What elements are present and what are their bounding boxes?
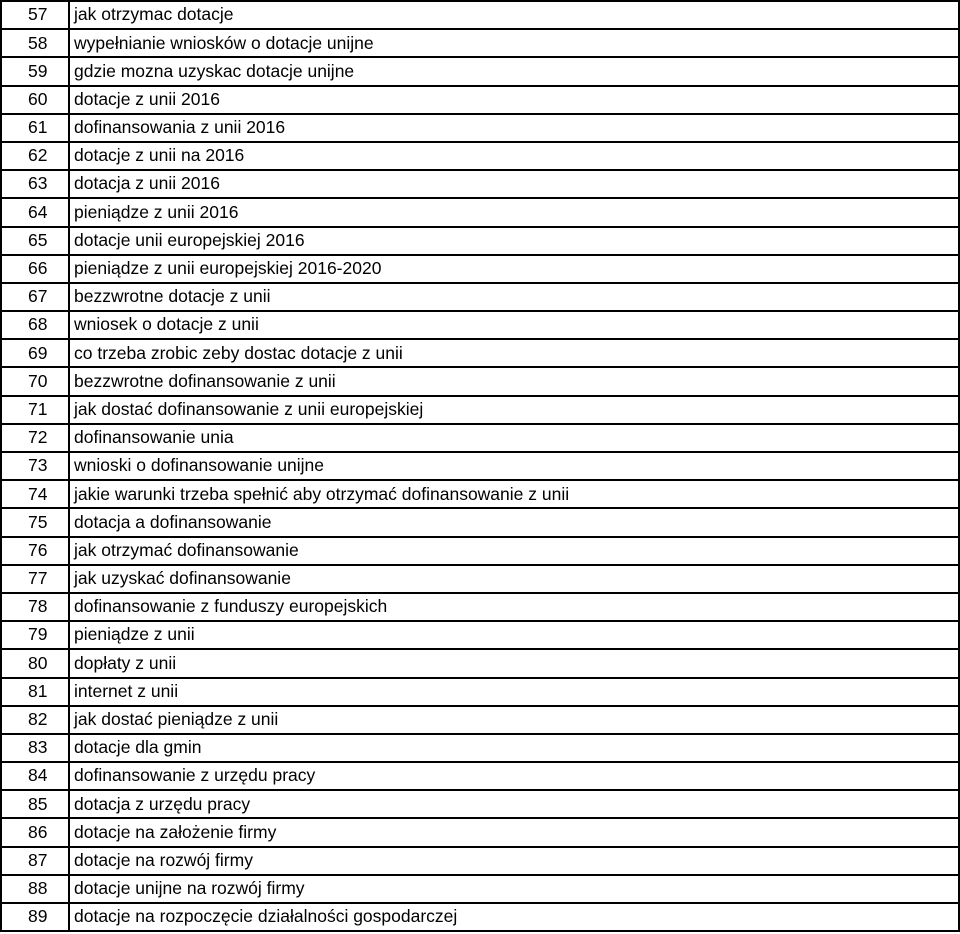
row-number-cell: 84 (1, 762, 69, 790)
table-row (1, 649, 959, 677)
table-row (1, 283, 959, 311)
table-row (1, 790, 959, 818)
row-number-cell: 74 (1, 480, 69, 508)
keyword-cell: dotacje na rozwój firmy (69, 847, 959, 875)
table-row (1, 1, 959, 29)
table-row (1, 170, 959, 198)
row-number-cell: 86 (1, 818, 69, 846)
keyword-cell: dotacja z unii 2016 (69, 170, 959, 198)
keyword-cell: dofinansowania z unii 2016 (69, 114, 959, 142)
row-number-cell: 76 (1, 537, 69, 565)
row-number-cell: 88 (1, 875, 69, 903)
row-number-cell: 72 (1, 424, 69, 452)
keyword-cell: dofinansowanie z funduszy europejskich (69, 593, 959, 621)
table-row (1, 875, 959, 903)
table-row (1, 198, 959, 226)
keyword-cell: pieniądze z unii 2016 (69, 198, 959, 226)
row-number-cell: 71 (1, 396, 69, 424)
keyword-cell: dotacja a dofinansowanie (69, 508, 959, 536)
row-number-cell: 73 (1, 452, 69, 480)
table-row (1, 255, 959, 283)
table-row (1, 762, 959, 790)
keyword-cell: jak otrzymac dotacje (69, 1, 959, 29)
table-row (1, 508, 959, 536)
row-number-cell: 65 (1, 227, 69, 255)
keyword-cell: co trzeba zrobic zeby dostac dotacje z unii (69, 339, 959, 367)
row-number-cell: 63 (1, 170, 69, 198)
row-number-cell: 78 (1, 593, 69, 621)
keyword-cell: dofinansowanie unia (69, 424, 959, 452)
table-row (1, 424, 959, 452)
keyword-cell: wnioski o dofinansowanie unijne (69, 452, 959, 480)
keyword-cell: dopłaty z unii (69, 649, 959, 677)
row-number-cell: 69 (1, 339, 69, 367)
table-row (1, 86, 959, 114)
table-row (1, 678, 959, 706)
keyword-cell: internet z unii (69, 678, 959, 706)
table-row (1, 452, 959, 480)
row-number-cell: 66 (1, 255, 69, 283)
row-number-cell: 61 (1, 114, 69, 142)
row-number-cell: 58 (1, 29, 69, 57)
table-row (1, 339, 959, 367)
row-number-cell: 75 (1, 508, 69, 536)
keyword-cell: dotacje na założenie firmy (69, 818, 959, 846)
keyword-cell: jak uzyskać dofinansowanie (69, 565, 959, 593)
row-number-cell: 77 (1, 565, 69, 593)
row-number-cell: 87 (1, 847, 69, 875)
keyword-cell: pieniądze z unii (69, 621, 959, 649)
keyword-cell: dotacje z unii 2016 (69, 86, 959, 114)
keyword-cell: dotacje unijne na rozwój firmy (69, 875, 959, 903)
keyword-cell: jak dostać dofinansowanie z unii europejskiej (69, 396, 959, 424)
row-number-cell: 80 (1, 649, 69, 677)
table-row (1, 57, 959, 85)
row-number-cell: 81 (1, 678, 69, 706)
table-row (1, 367, 959, 395)
table-row (1, 565, 959, 593)
table-row (1, 847, 959, 875)
row-number-cell: 89 (1, 903, 69, 931)
row-number-cell: 68 (1, 311, 69, 339)
keyword-cell: dotacje z unii na 2016 (69, 142, 959, 170)
table-row (1, 227, 959, 255)
table-row (1, 114, 959, 142)
row-number-cell: 60 (1, 86, 69, 114)
row-number-cell: 70 (1, 367, 69, 395)
table-row (1, 621, 959, 649)
row-number-cell: 82 (1, 706, 69, 734)
row-number-cell: 67 (1, 283, 69, 311)
keyword-cell: dofinansowanie z urzędu pracy (69, 762, 959, 790)
table-row (1, 311, 959, 339)
keyword-table-body (1, 1, 959, 931)
keyword-cell: dotacje dla gmin (69, 734, 959, 762)
table-row (1, 142, 959, 170)
row-number-cell: 62 (1, 142, 69, 170)
keyword-cell: dotacja z urzędu pracy (69, 790, 959, 818)
table-row (1, 593, 959, 621)
table-row (1, 29, 959, 57)
row-number-cell: 57 (1, 1, 69, 29)
row-number-cell: 59 (1, 57, 69, 85)
keyword-cell: wniosek o dotacje z unii (69, 311, 959, 339)
keyword-cell: bezzwrotne dofinansowanie z unii (69, 367, 959, 395)
table-row (1, 537, 959, 565)
keyword-cell: bezzwrotne dotacje z unii (69, 283, 959, 311)
table-row (1, 903, 959, 931)
table-row (1, 396, 959, 424)
table-row (1, 734, 959, 762)
table-row (1, 706, 959, 734)
keyword-cell: jakie warunki trzeba spełnić aby otrzymać dofinansowanie z unii (69, 480, 959, 508)
row-number-cell: 85 (1, 790, 69, 818)
keyword-cell: gdzie mozna uzyskac dotacje unijne (69, 57, 959, 85)
row-number-cell: 64 (1, 198, 69, 226)
keyword-cell: jak otrzymać dofinansowanie (69, 537, 959, 565)
keyword-cell: dotacje unii europejskiej 2016 (69, 227, 959, 255)
table-row (1, 480, 959, 508)
keyword-cell: jak dostać pieniądze z unii (69, 706, 959, 734)
row-number-cell: 79 (1, 621, 69, 649)
keyword-cell: pieniądze z unii europejskiej 2016-2020 (69, 255, 959, 283)
table-row (1, 818, 959, 846)
row-number-cell: 83 (1, 734, 69, 762)
keyword-cell: wypełnianie wniosków o dotacje unijne (69, 29, 959, 57)
keyword-cell: dotacje na rozpoczęcie działalności gospodarczej (69, 903, 959, 931)
